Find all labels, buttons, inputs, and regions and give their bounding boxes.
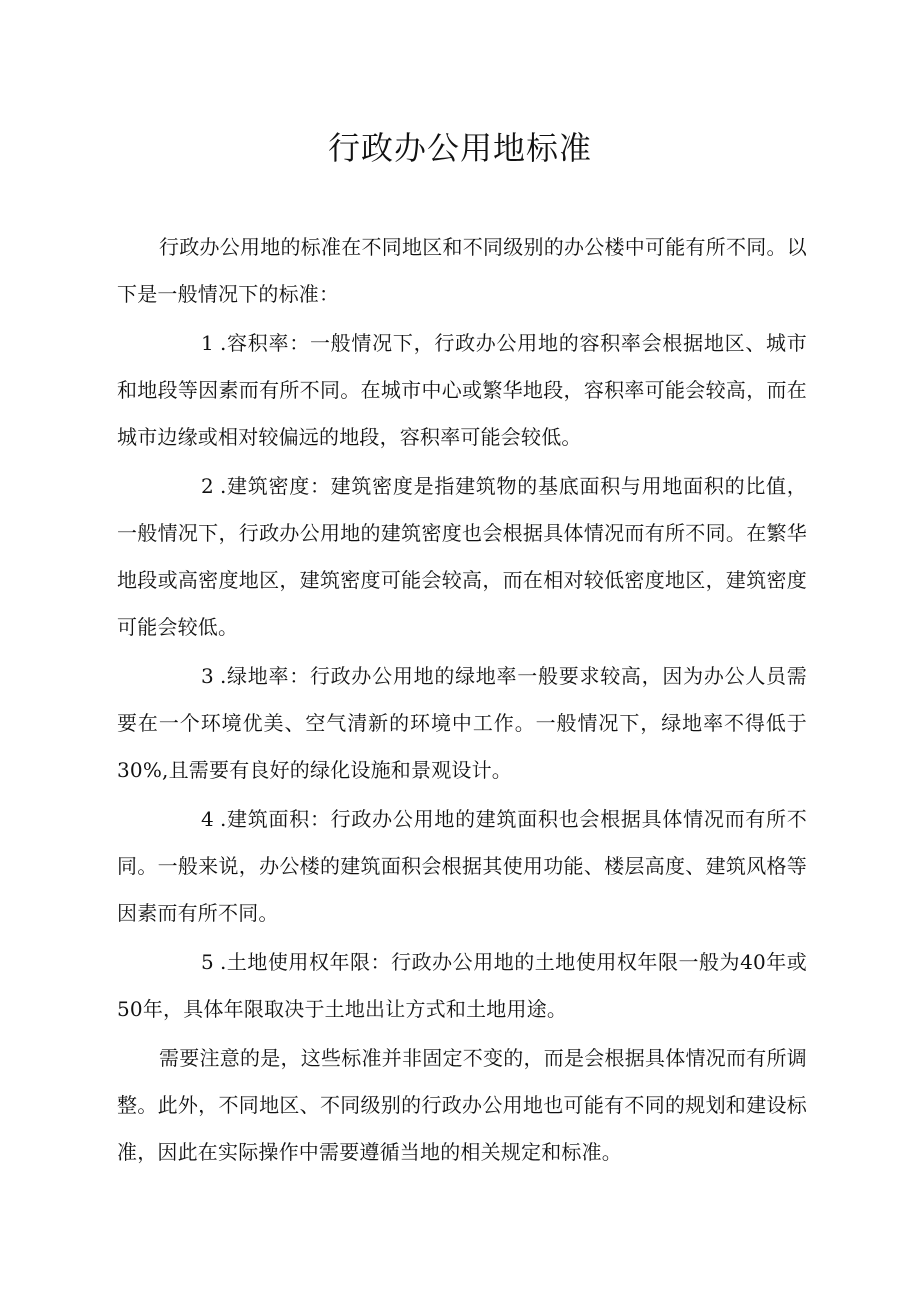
list-item-number: 5 [201,950,214,974]
conclusion-paragraph: 需要注意的是，这些标准并非固定不变的，而是会根据具体情况而有所调整。此外，不同地区、不同级别的行政办公用地也可能有不同的规划和建设标准，因此在实际操作中需要遵循当地的相关规定和标准。 [117,1046,807,1164]
list-item-text: .建筑面积：行政办公用地的建筑面积也会根据具体情况而有所不同。一般来说，办公楼的建筑面积会根据其使用功能、楼层高度、建筑风格等因素而有所不同。 [117,807,807,925]
list-item-text: .绿地率：行政办公用地的绿地率一般要求较高，因为办公人员需要在一个环境优美、空气清新的环境中工作。一般情况下，绿地率不得低于30%,且需要有良好的绿化设施和景观设计。 [117,664,807,782]
list-item [117,320,807,461]
list-item-number: 3 [201,664,214,688]
list-item [117,796,807,937]
list-item-number: 1 [201,331,214,355]
intro-paragraph: 行政办公用地的标准在不同地区和不同级别的办公楼中可能有所不同。以下是一般情况下的标准： [117,235,807,306]
list-item-text: .建筑密度：建筑密度是指建筑物的基底面积与用地面积的比值，一般情况下，行政办公用地的建筑密度也会根据具体情况而有所不同。在繁华地段或高密度地区，建筑密度可能会较高，而在相对较低密度地区，建筑密度可能会较低。 [117,474,807,639]
list-item-number: 2 [201,474,214,498]
list-item-number: 4 [201,807,214,831]
list-item-text: .土地使用权年限：行政办公用地的土地使用权年限一般为40年或50年，具体年限取决于土地出让方式和土地用途。 [117,950,807,1021]
list-item [117,463,807,651]
document-body [117,224,807,1176]
list-item [117,939,807,1033]
list-item [117,653,807,794]
page-title: 行政办公用地标准 [327,129,592,167]
list-item-text: .容积率：一般情况下，行政办公用地的容积率会根据地区、城市和地段等因素而有所不同。在城市中心或繁华地段，容积率可能会较高，而在城市边缘或相对较偏远的地段，容积率可能会较低。 [117,331,807,449]
